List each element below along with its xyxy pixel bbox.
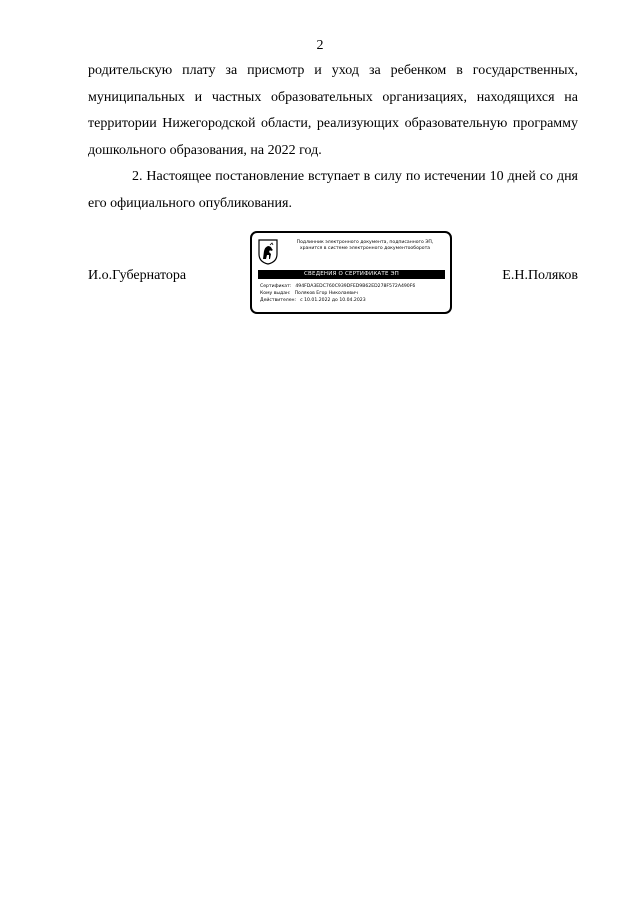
stamp-header-line1: Подлинник электронного документа, подписанного ЭП,	[296, 240, 434, 245]
signatory-title: И.о.Губернатора	[88, 268, 187, 283]
coat-of-arms-icon	[258, 239, 278, 265]
stamp-details	[260, 283, 450, 304]
electronic-signature-stamp	[250, 231, 452, 314]
document-body	[88, 58, 578, 217]
stamp-row-validity	[260, 297, 450, 304]
issued-to-value: Поляков Егор Николаевич	[294, 291, 358, 296]
stamp-banner: СВЕДЕНИЯ О СЕРТИФИКАТЕ ЭП	[258, 270, 445, 279]
stamp-header	[280, 240, 450, 252]
page-number: 2	[316, 38, 324, 53]
validity-value: с 10.01.2022 до 10.04.2023	[300, 298, 366, 303]
certificate-value: 494FDA3EDC760C939DFED9B62ED278F572A490F6	[295, 284, 416, 289]
paragraph-effective-date: 2. Настоящее постановление вступает в силу по истечении 10 дней со дня его официального опубликования.	[88, 169, 578, 211]
issued-to-label: Кому выдан:	[260, 291, 291, 296]
certificate-label: Сертификат:	[260, 284, 292, 289]
paragraph-continuation: родительскую плату за присмотр и уход за ребенком в государственных, муниципальных и частных образовательных организациях, находящихся на территории Нижегородской области, реализующих образовательную программу дошкольного образования, на 2022 год.	[88, 63, 578, 158]
validity-label: Действителен:	[260, 298, 297, 303]
stamp-row-certificate	[260, 283, 450, 290]
stamp-row-issued-to	[260, 290, 450, 297]
stamp-header-line2: хранится в системе электронного документооборота	[299, 246, 431, 251]
signatory-name: Е.Н.Поляков	[502, 268, 578, 283]
